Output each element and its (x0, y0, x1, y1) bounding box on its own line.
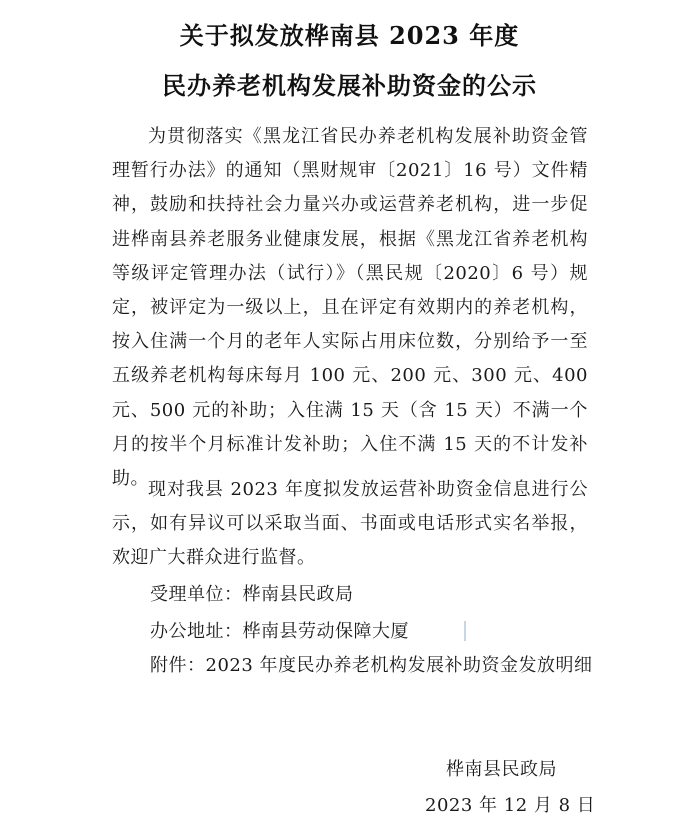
faint-mark (464, 621, 466, 641)
paragraph-text: 为贯彻落实《黑龙江省民办养老机构发展补助资金管理暂行办法》的通知（黑财规审〔2021〕16 号）文件精神，鼓励和扶持社会力量兴办或运营养老机构，进一步促进桦南县养老服务业健康发展，根据《黑龙江省养老机构等级评定管理办法（试行）》（黑民规〔2020〕6 号）规定，被评定为一级以上，且在评定有效期内的养老机构，按入住满一个月的老年人实际占用床位数，分别给予一至五级养老机构每床每月 100 元、200 元、300 元、400 元、500 元的补助；入住满 15 天（含 15 天）不满一个月的按半个月标准计发补助；入住不满 15 天的不计发补助。 (112, 126, 588, 490)
body-paragraph-1 (112, 120, 588, 496)
document-title-line-2: 民办养老机构发展补助资金的公示 (162, 71, 537, 100)
document-title-line-1: 关于拟发放桦南县 2023 年度 (179, 21, 520, 50)
attachment-note: 附件：2023 年度民办养老机构发展补助资金发放明细 (150, 655, 593, 676)
accepting-unit: 受理单位：桦南县民政局 (150, 584, 354, 605)
body-paragraph-2 (112, 473, 588, 576)
paragraph-text: 现对我县 2023 年度拟发放运营补助资金信息进行公示，如有异议可以采取当面、书面或电话形式实名举报，欢迎广大群众进行监督。 (112, 479, 588, 569)
signature-date: 2023 年 12 月 8 日 (425, 795, 596, 816)
signature-organization: 桦南县民政局 (446, 759, 557, 780)
office-address: 办公地址：桦南县劳动保障大厦 (150, 621, 409, 642)
